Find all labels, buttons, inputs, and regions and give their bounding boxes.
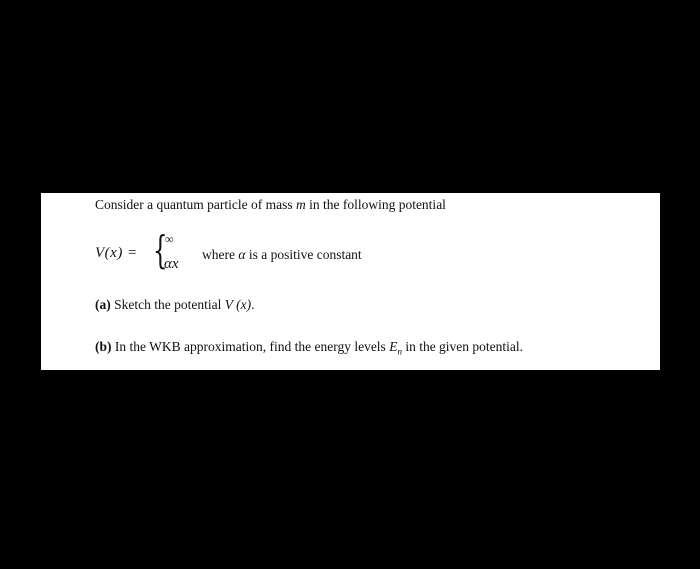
part-b-label: (b) (95, 339, 112, 354)
where-text-before: where (202, 247, 239, 262)
problem-panel (41, 193, 660, 370)
intro-text-after: in the following potential (305, 197, 446, 212)
part-a-text: Sketch the potential (110, 297, 225, 312)
part-b-text: In the WKB approximation, find the energy levels (111, 339, 390, 354)
case-alpha-x: αx (164, 256, 179, 272)
part-a (95, 297, 254, 313)
cases-brace: { (153, 228, 168, 272)
part-b (95, 339, 523, 357)
equation-condition (202, 247, 362, 263)
mass-symbol: m (295, 197, 306, 212)
equation-lhs: V(x) = (95, 245, 138, 261)
part-a-after: . (251, 297, 255, 312)
energy-subscript: n (397, 346, 402, 357)
alpha-symbol: α (238, 247, 246, 262)
where-text-after: is a positive constant (245, 247, 362, 262)
part-b-after: in the given potential. (401, 339, 524, 354)
part-a-symbol: V (x) (224, 297, 252, 312)
energy-symbol: E (389, 339, 398, 354)
intro-text-before: Consider a quantum particle of mass (95, 197, 296, 212)
case-infinity: ∞ (165, 232, 174, 246)
part-a-label: (a) (95, 297, 111, 312)
problem-intro (95, 197, 446, 213)
